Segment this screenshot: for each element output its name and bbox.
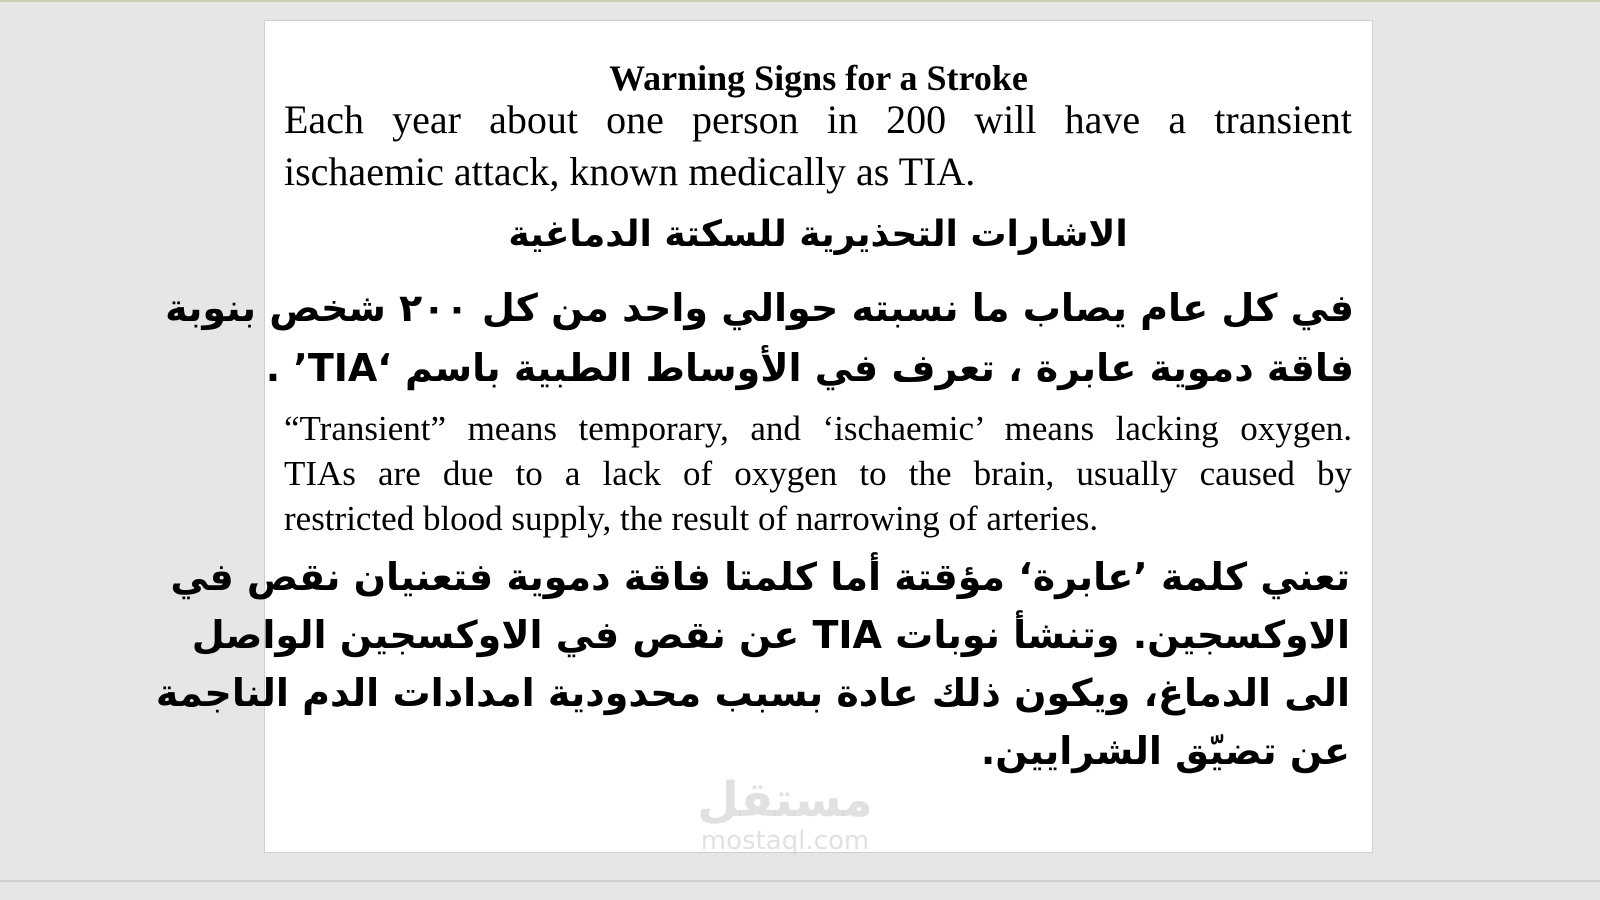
arabic-paragraph-1-line-2: فاقة دموية عابرة ، تعرف في الأوساط الطبية باسم ‘TIA’ . [265,346,1354,390]
bottom-border [0,880,1600,882]
arabic-paragraph-2-line-1: تعني كلمة ’عابرة‘ مؤقتة أما كلمتا فاقة دموية فتعنيان نقص في [170,555,1350,599]
arabic-title: الاشارات التحذيرية للسكتة الدماغية [508,214,1128,255]
watermark-latin: mostaql.com [700,826,870,856]
english-paragraph-2-line-3: restricted blood supply, the result of narrowing of arteries. [284,499,1099,538]
arabic-paragraph-1 [165,278,1354,398]
arabic-paragraph-2-line-3: الى الدماغ، ويكون ذلك عادة بسبب محدودية امدادات الدم الناجمة [155,671,1350,715]
english-paragraph-2 [284,406,1352,541]
english-paragraph-1-line-2: ischaemic attack, known medically as TIA. [284,149,976,194]
arabic-paragraph-2 [155,548,1350,780]
english-paragraph-2-line-1: “Transient” means temporary, and ‘ischaemic’ means lacking oxygen. [284,409,1352,448]
arabic-paragraph-2-line-2: الاوكسجين. وتنشأ نوبات TIA عن نقص في الاوكسجين الواصل [191,613,1350,657]
top-border [0,0,1600,2]
english-paragraph-1 [284,94,1352,198]
document-title: Warning Signs for a Stroke [609,58,1028,98]
english-paragraph-1-line-1: Each year about one person in 200 will have a transient [284,97,1352,142]
watermark-arabic: مستقل [697,772,873,828]
arabic-paragraph-2-line-4: عن تضيّق الشرايين. [980,729,1350,773]
arabic-paragraph-1-line-1: في كل عام يصاب ما نسبته حوالي واحد من كل ٢٠٠ شخص بنوبة [165,286,1354,330]
english-paragraph-2-line-2: TIAs are due to a lack of oxygen to the brain, usually caused by [284,454,1352,493]
